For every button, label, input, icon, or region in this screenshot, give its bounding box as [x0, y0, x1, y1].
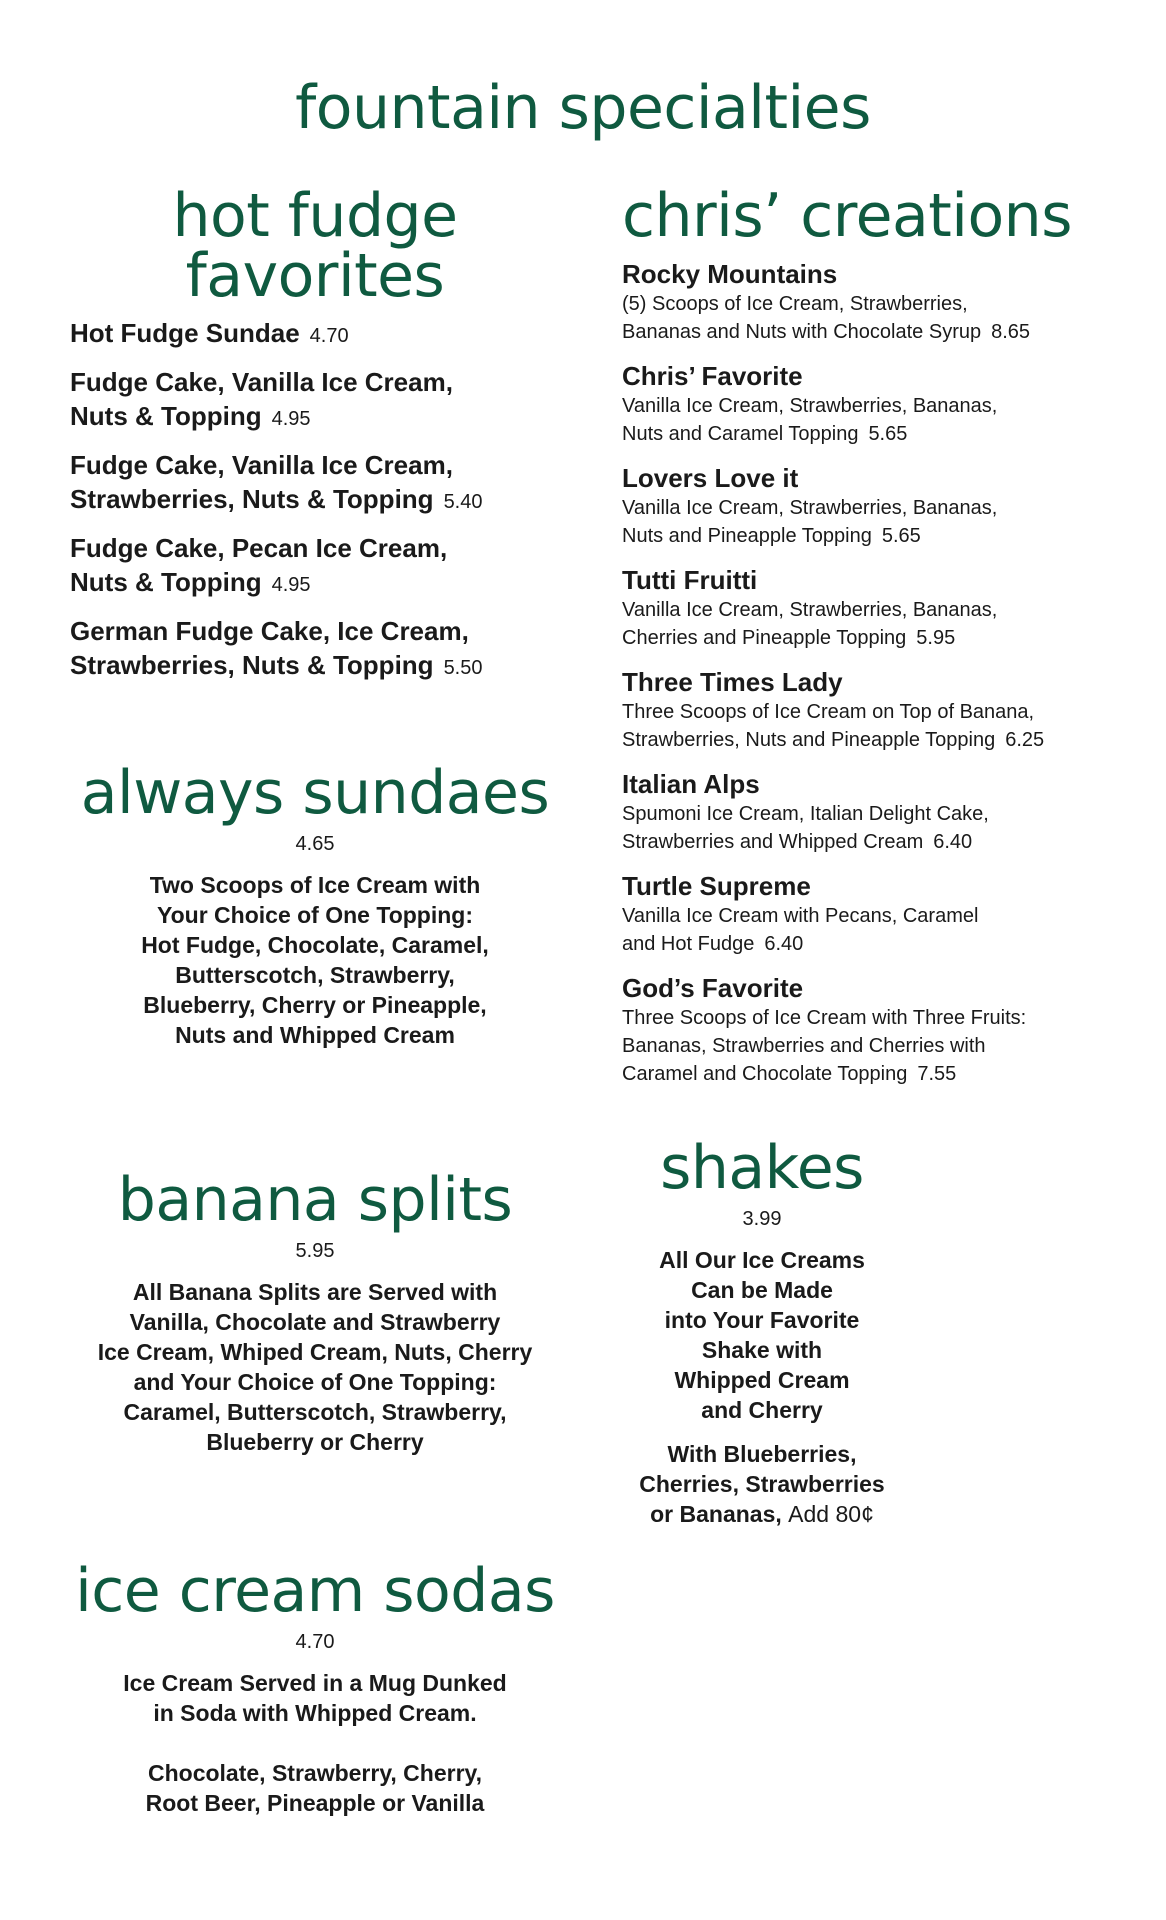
- menu-item: [70, 316, 560, 353]
- description-line: Three Scoops of Ice Cream with Three Fruits:: [622, 1007, 1027, 1029]
- menu-item: [70, 531, 560, 602]
- menu-item-name: Fudge Cake, Pecan Ice Cream,: [70, 533, 448, 563]
- description-line: Nuts and Whipped Cream: [175, 1022, 455, 1048]
- description-line: All Our Ice Creams: [659, 1247, 865, 1273]
- description-line: Vanilla Ice Cream with Pecans, Caramel: [622, 905, 979, 927]
- description-line: Your Choice of One Topping:: [156, 902, 473, 928]
- menu-item: [622, 768, 1102, 856]
- banana-splits-section: [70, 1165, 560, 1457]
- menu-item-price: 6.25: [1005, 729, 1045, 751]
- description-line: Vanilla Ice Cream, Strawberries, Bananas,: [622, 497, 998, 519]
- banana-splits-title: banana splits: [117, 1165, 513, 1235]
- menu-item-price: 4.95: [271, 408, 311, 430]
- menu-item-description: [622, 800, 1102, 856]
- menu-item-name: Italian Alps: [622, 769, 760, 799]
- menu-item: [622, 564, 1102, 652]
- description-line: Can be Made: [691, 1277, 833, 1303]
- menu-item-name: Nuts & Topping: [70, 567, 262, 597]
- description-line: Nuts and Pineapple Topping: [622, 525, 872, 547]
- shakes-price: 3.99: [742, 1208, 782, 1230]
- always-sundaes-price: 4.65: [295, 833, 335, 855]
- hot-fudge-title-line2: favorites: [185, 241, 445, 311]
- description-line: Cherries, Strawberries: [639, 1471, 885, 1497]
- menu-item-description: [622, 494, 1102, 550]
- description-line: Vanilla Ice Cream, Strawberries, Bananas,: [622, 599, 998, 621]
- menu-item-name: Fudge Cake, Vanilla Ice Cream,: [70, 367, 453, 397]
- description-line: Blueberry, Cherry or Pineapple,: [143, 992, 487, 1018]
- description-line: Butterscotch, Strawberry,: [175, 962, 455, 988]
- menu-item: [622, 462, 1102, 550]
- description-line: Cherries and Pineapple Topping: [622, 627, 907, 649]
- menu-item-price: 5.50: [443, 657, 483, 679]
- hot-fudge-title: [70, 181, 560, 311]
- menu-item-description: [622, 596, 1102, 652]
- menu-item-name: Nuts & Topping: [70, 401, 262, 431]
- description-line: Whipped Cream: [674, 1367, 850, 1393]
- description-line: Spumoni Ice Cream, Italian Delight Cake,: [622, 803, 989, 825]
- menu-item-name: Lovers Love it: [622, 463, 799, 493]
- extra-bold-text: or Bananas,: [650, 1501, 782, 1527]
- menu-item-description: [622, 392, 1102, 448]
- always-sundaes-title: always sundaes: [80, 758, 550, 828]
- shakes-section: [622, 1133, 902, 1529]
- menu-item: [622, 972, 1102, 1088]
- hot-fudge-title-line1: hot fudge: [172, 181, 458, 251]
- menu-item-description: [622, 698, 1102, 754]
- chris-creations-section: [622, 181, 1102, 1088]
- menu-item: [622, 360, 1102, 448]
- menu-item-name: Turtle Supreme: [622, 871, 811, 901]
- description-line: Vanilla, Chocolate and Strawberry: [129, 1309, 501, 1335]
- menu-item-name: German Fudge Cake, Ice Cream,: [70, 616, 469, 646]
- menu-item-price: 5.95: [916, 627, 956, 649]
- ice-cream-sodas-title: ice cream sodas: [75, 1556, 555, 1626]
- menu-item-name: Rocky Mountains: [622, 259, 838, 289]
- description-line: Chocolate, Strawberry, Cherry,: [147, 1760, 483, 1786]
- description-line: Blueberry or Cherry: [206, 1429, 424, 1455]
- menu-item-price: 5.65: [868, 423, 908, 445]
- description-line: into Your Favorite: [664, 1307, 860, 1333]
- description-line: Caramel, Butterscotch, Strawberry,: [123, 1399, 507, 1425]
- menu-item-name: Chris’ Favorite: [622, 361, 803, 391]
- description-line: Vanilla Ice Cream, Strawberries, Bananas,: [622, 395, 998, 417]
- description-line: Bananas, Strawberries and Cherries with: [622, 1035, 986, 1057]
- shakes-description: [622, 1245, 902, 1529]
- menu-item-name: Tutti Fruitti: [622, 565, 758, 595]
- description-line: (5) Scoops of Ice Cream, Strawberries,: [622, 293, 968, 315]
- menu-item-price: 4.70: [309, 325, 349, 347]
- menu-item: [622, 258, 1102, 346]
- description-line: Two Scoops of Ice Cream with: [149, 872, 481, 898]
- menu-item-name: Strawberries, Nuts & Topping: [70, 484, 434, 514]
- menu-item-price: 6.40: [933, 831, 973, 853]
- menu-item: [622, 870, 1102, 958]
- right-column: [622, 181, 1102, 1529]
- menu-item-description: [622, 1004, 1102, 1088]
- description-line: All Banana Splits are Served with: [132, 1279, 498, 1305]
- banana-splits-price: 5.95: [295, 1240, 335, 1262]
- description-line: Bananas and Nuts with Chocolate Syrup: [622, 321, 982, 343]
- description-line: in Soda with Whipped Cream.: [153, 1700, 477, 1726]
- ice-cream-sodas-description: [70, 1668, 560, 1818]
- menu-item-name: Three Times Lady: [622, 667, 843, 697]
- shakes-extra: [622, 1439, 902, 1529]
- ice-cream-sodas-price: 4.70: [295, 1631, 335, 1653]
- description-line: Three Scoops of Ice Cream on Top of Banana,: [622, 701, 1035, 723]
- menu-item-name: Fudge Cake, Vanilla Ice Cream,: [70, 450, 453, 480]
- menu-item-name: Strawberries, Nuts & Topping: [70, 650, 434, 680]
- description-line: Hot Fudge, Chocolate, Caramel,: [141, 932, 489, 958]
- description-line: Ice Cream, Whiped Cream, Nuts, Cherry: [97, 1339, 533, 1365]
- description-line: Nuts and Caramel Topping: [622, 423, 859, 445]
- always-sundaes-description: [70, 870, 560, 1050]
- chris-creations-title: chris’ creations: [622, 181, 1072, 251]
- menu-item: [70, 365, 560, 436]
- shakes-title: shakes: [660, 1133, 864, 1203]
- always-sundaes-section: [70, 758, 560, 1050]
- description-line: Shake with: [701, 1337, 823, 1363]
- description-line: [622, 1499, 902, 1529]
- description-line: With Blueberries,: [667, 1441, 857, 1467]
- description-line: Caramel and Chocolate Topping: [622, 1063, 908, 1085]
- menu-item-price: 7.55: [917, 1063, 957, 1085]
- menu-item-description: [622, 290, 1102, 346]
- description-line: and Cherry: [701, 1397, 823, 1423]
- menu-item-name: God’s Favorite: [622, 973, 804, 1003]
- description-line: Strawberries and Whipped Cream: [622, 831, 924, 853]
- menu-item-price: 4.95: [271, 574, 311, 596]
- description-line: Ice Cream Served in a Mug Dunked: [123, 1670, 507, 1696]
- menu-item: [70, 614, 560, 685]
- description-line: Root Beer, Pineapple or Vanilla: [145, 1790, 485, 1816]
- page-title: fountain specialties: [295, 73, 871, 143]
- description-line: and Hot Fudge: [622, 933, 755, 955]
- description-spacer: [70, 1728, 560, 1758]
- description-line: Strawberries, Nuts and Pineapple Topping: [622, 729, 996, 751]
- menu-item-description: [622, 902, 1102, 958]
- hot-fudge-section: [70, 181, 560, 685]
- menu-item-price: 6.40: [764, 933, 804, 955]
- banana-splits-description: [70, 1277, 560, 1457]
- menu-item: [70, 448, 560, 519]
- ice-cream-sodas-section: [70, 1556, 560, 1818]
- left-column: [70, 181, 560, 1818]
- menu-item-price: 5.40: [443, 491, 483, 513]
- menu-item-price: 5.65: [881, 525, 921, 547]
- description-line: and Your Choice of One Topping:: [133, 1369, 497, 1395]
- extra-price-text: Add 80¢: [788, 1501, 874, 1527]
- menu-item-price: 8.65: [991, 321, 1031, 343]
- menu-item: [622, 666, 1102, 754]
- menu-item-name: Hot Fudge Sundae: [70, 318, 300, 348]
